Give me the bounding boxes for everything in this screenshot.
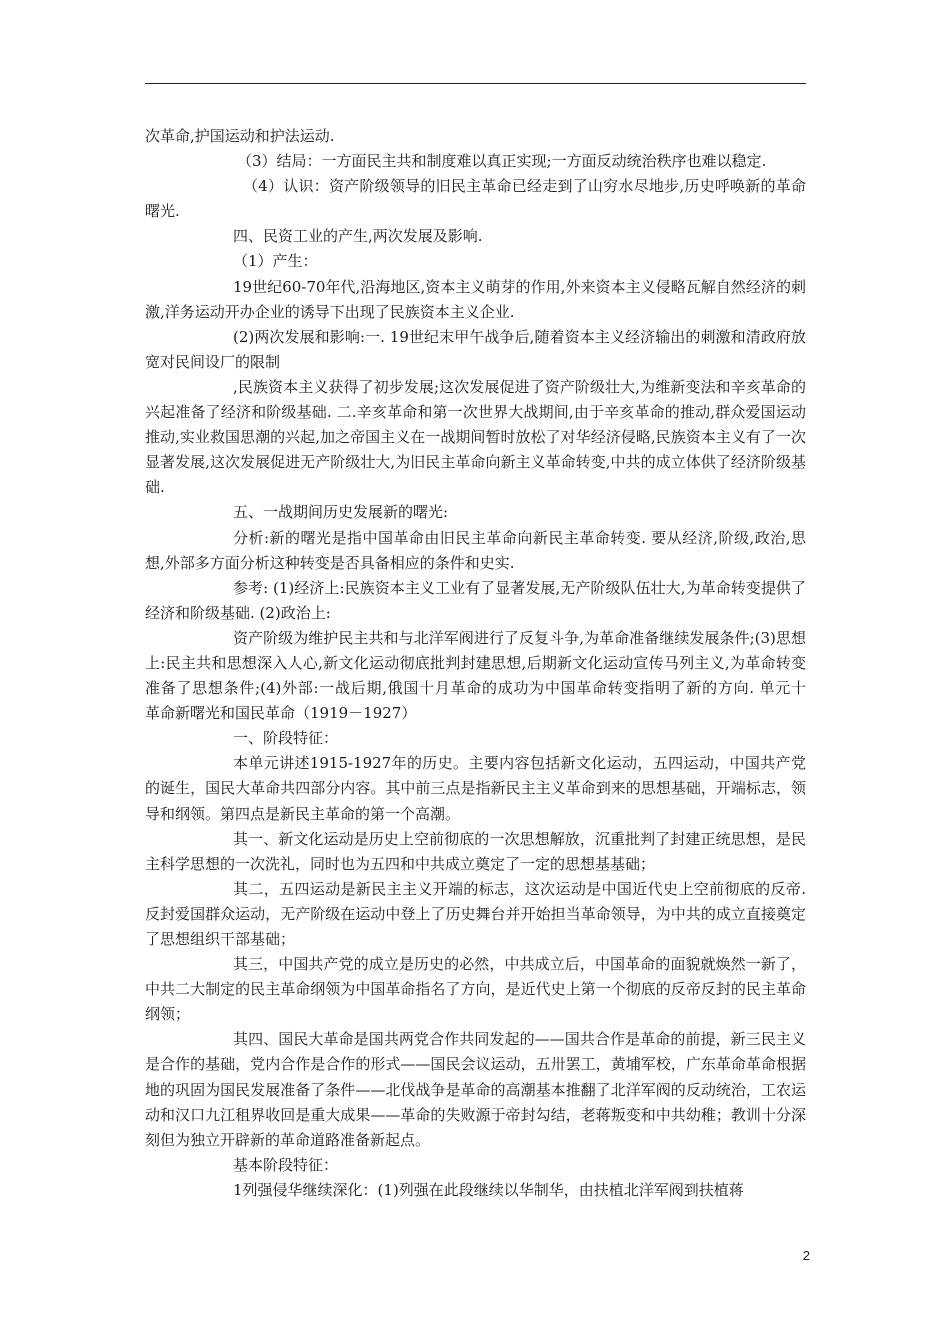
paragraph: 分析:新的曙光是指中国革命由旧民主革命向新民主革命转变. 要从经济,阶级,政治,思想,外部多方面分析这种转变是否具备相应的条件和史实. <box>145 528 806 572</box>
paragraph: 其三，中国共产党的成立是历史的必然，中共成立后，中国革命的面貌就焕然一新了，中共二大制定的民主革命纲领为中国革命指名了方向，是近代史上第一个彻底的反帝反封的民主革命纲领； <box>145 955 806 1024</box>
paragraph: 19世纪60-70年代,沿海地区,资本主义萌芽的作用,外来资本主义侵略瓦解自然经济的刺激,洋务运动开办企业的诱导下出现了民族资本主义企业. <box>145 277 806 321</box>
paragraph: 资产阶级为维护民主共和与北洋军阀进行了反复斗争,为革命准备继续发展条件;(3)思想上:民主共和思想深入人心,新文化运动彻底批判封建思想,后期新文化运动宣传马列主义,为革命转变准备了思想条件;(4)外部:一战后期,俄国十月革命的成功为中国革命转变指明了新的方向. 单元十 革命新曙光和国民革命（1919－1927） <box>145 628 837 723</box>
paragraph: 其一、新文化运动是历史上空前彻底的一次思想解放，沉重批判了封建正统思想，是民主科学思想的一次洗礼，同时也为五四和中共成立奠定了一定的思想基基础； <box>145 829 806 873</box>
paragraph: 其四、国民大革命是国共两党合作共同发起的——国共合作是革命的前提，新三民主义是合作的基础，党内合作是合作的形式——国民会议运动，五卅罢工，黄埔军校，广东革命革命根据地的巩固为国民发展准备了条件——北伐战争是革命的高潮基本推翻了北洋军阀的反动统治，工农运动和汉口九江租界收回是重大成果——革命的失败源于帝封勾结，老蒋叛变和中共幼稚；教训十分深刻但为独立开辟新的革命道路准备新起点。 <box>145 1030 806 1149</box>
paragraph: （3）结局：一方面民主共和制度难以真正实现;一方面反动统治秩序也难以稳定. <box>237 152 767 171</box>
paragraph: (2)两次发展和影响:一. 19世纪末甲午战争后,随着资本主义经济输出的刺激和清政府放宽对民间设厂的限制 <box>145 327 806 371</box>
paragraph: （1）产生： <box>233 252 318 271</box>
page-number: 2 <box>802 1248 810 1263</box>
section-heading: 五、一战期间历史发展新的曙光: <box>233 503 449 522</box>
paragraph: 参考: (1)经济上:民族资本主义工业有了显著发展,无产阶级队伍壮大,为革命转变提供了经济和阶级基础. (2)政治上: <box>145 578 806 622</box>
header-rule <box>145 83 806 84</box>
paragraph: 1列强侵华继续深化：(1)列强在此段继续以华制华，由扶植北洋军阀到扶植蒋 <box>233 1180 744 1199</box>
paragraph: 本单元讲述1915-1927年的历史。主要内容包括新文化运动，五四运动，中国共产党的诞生，国民大革命共四部分内容。其中前三点是指新民主主义革命到来的思想基础，开端标志，领导和纲领。第四点是新民主革命的第一个高潮。 <box>145 754 806 823</box>
section-heading: 一、阶段特征： <box>233 729 339 748</box>
paragraph: 其二，五四运动是新民主主义开端的标志，这次运动是中国近代史上空前彻底的反帝.反封爱国群众运动，无产阶级在运动中登上了历史舞台并开始担当革命领导，为中共的成立直接奠定了思想组织干部基础； <box>145 879 806 948</box>
paragraph: 次革命,护国运动和护法运动. <box>145 127 335 145</box>
document-body <box>145 124 837 1203</box>
section-heading: 基本阶段特征： <box>233 1155 339 1174</box>
section-heading: 四、民资工业的产生,两次发展及影响. <box>233 227 483 246</box>
paragraph: ,民族资本主义获得了初步发展;这次发展促进了资产阶级壮大,为维新变法和辛亥革命的兴起准备了经济和阶级基础. 二.辛亥革命和第一次世界大战期间,由于辛亥革命的推动,群众爱国运动推动,实业救国思潮的兴起,加之帝国主义在一战期间暂时放松了对华经济侵略,民族资本主义有了一次显著发展,这次发展促进无产阶级壮大,为旧民主革命向新主义革命转变,中共的成立体供了经济阶级基础. <box>145 377 806 497</box>
paragraph: （4）认识：资产阶级领导的旧民主革命已经走到了山穷水尽地步,历史呼唤新的革命曙光. <box>145 177 806 221</box>
